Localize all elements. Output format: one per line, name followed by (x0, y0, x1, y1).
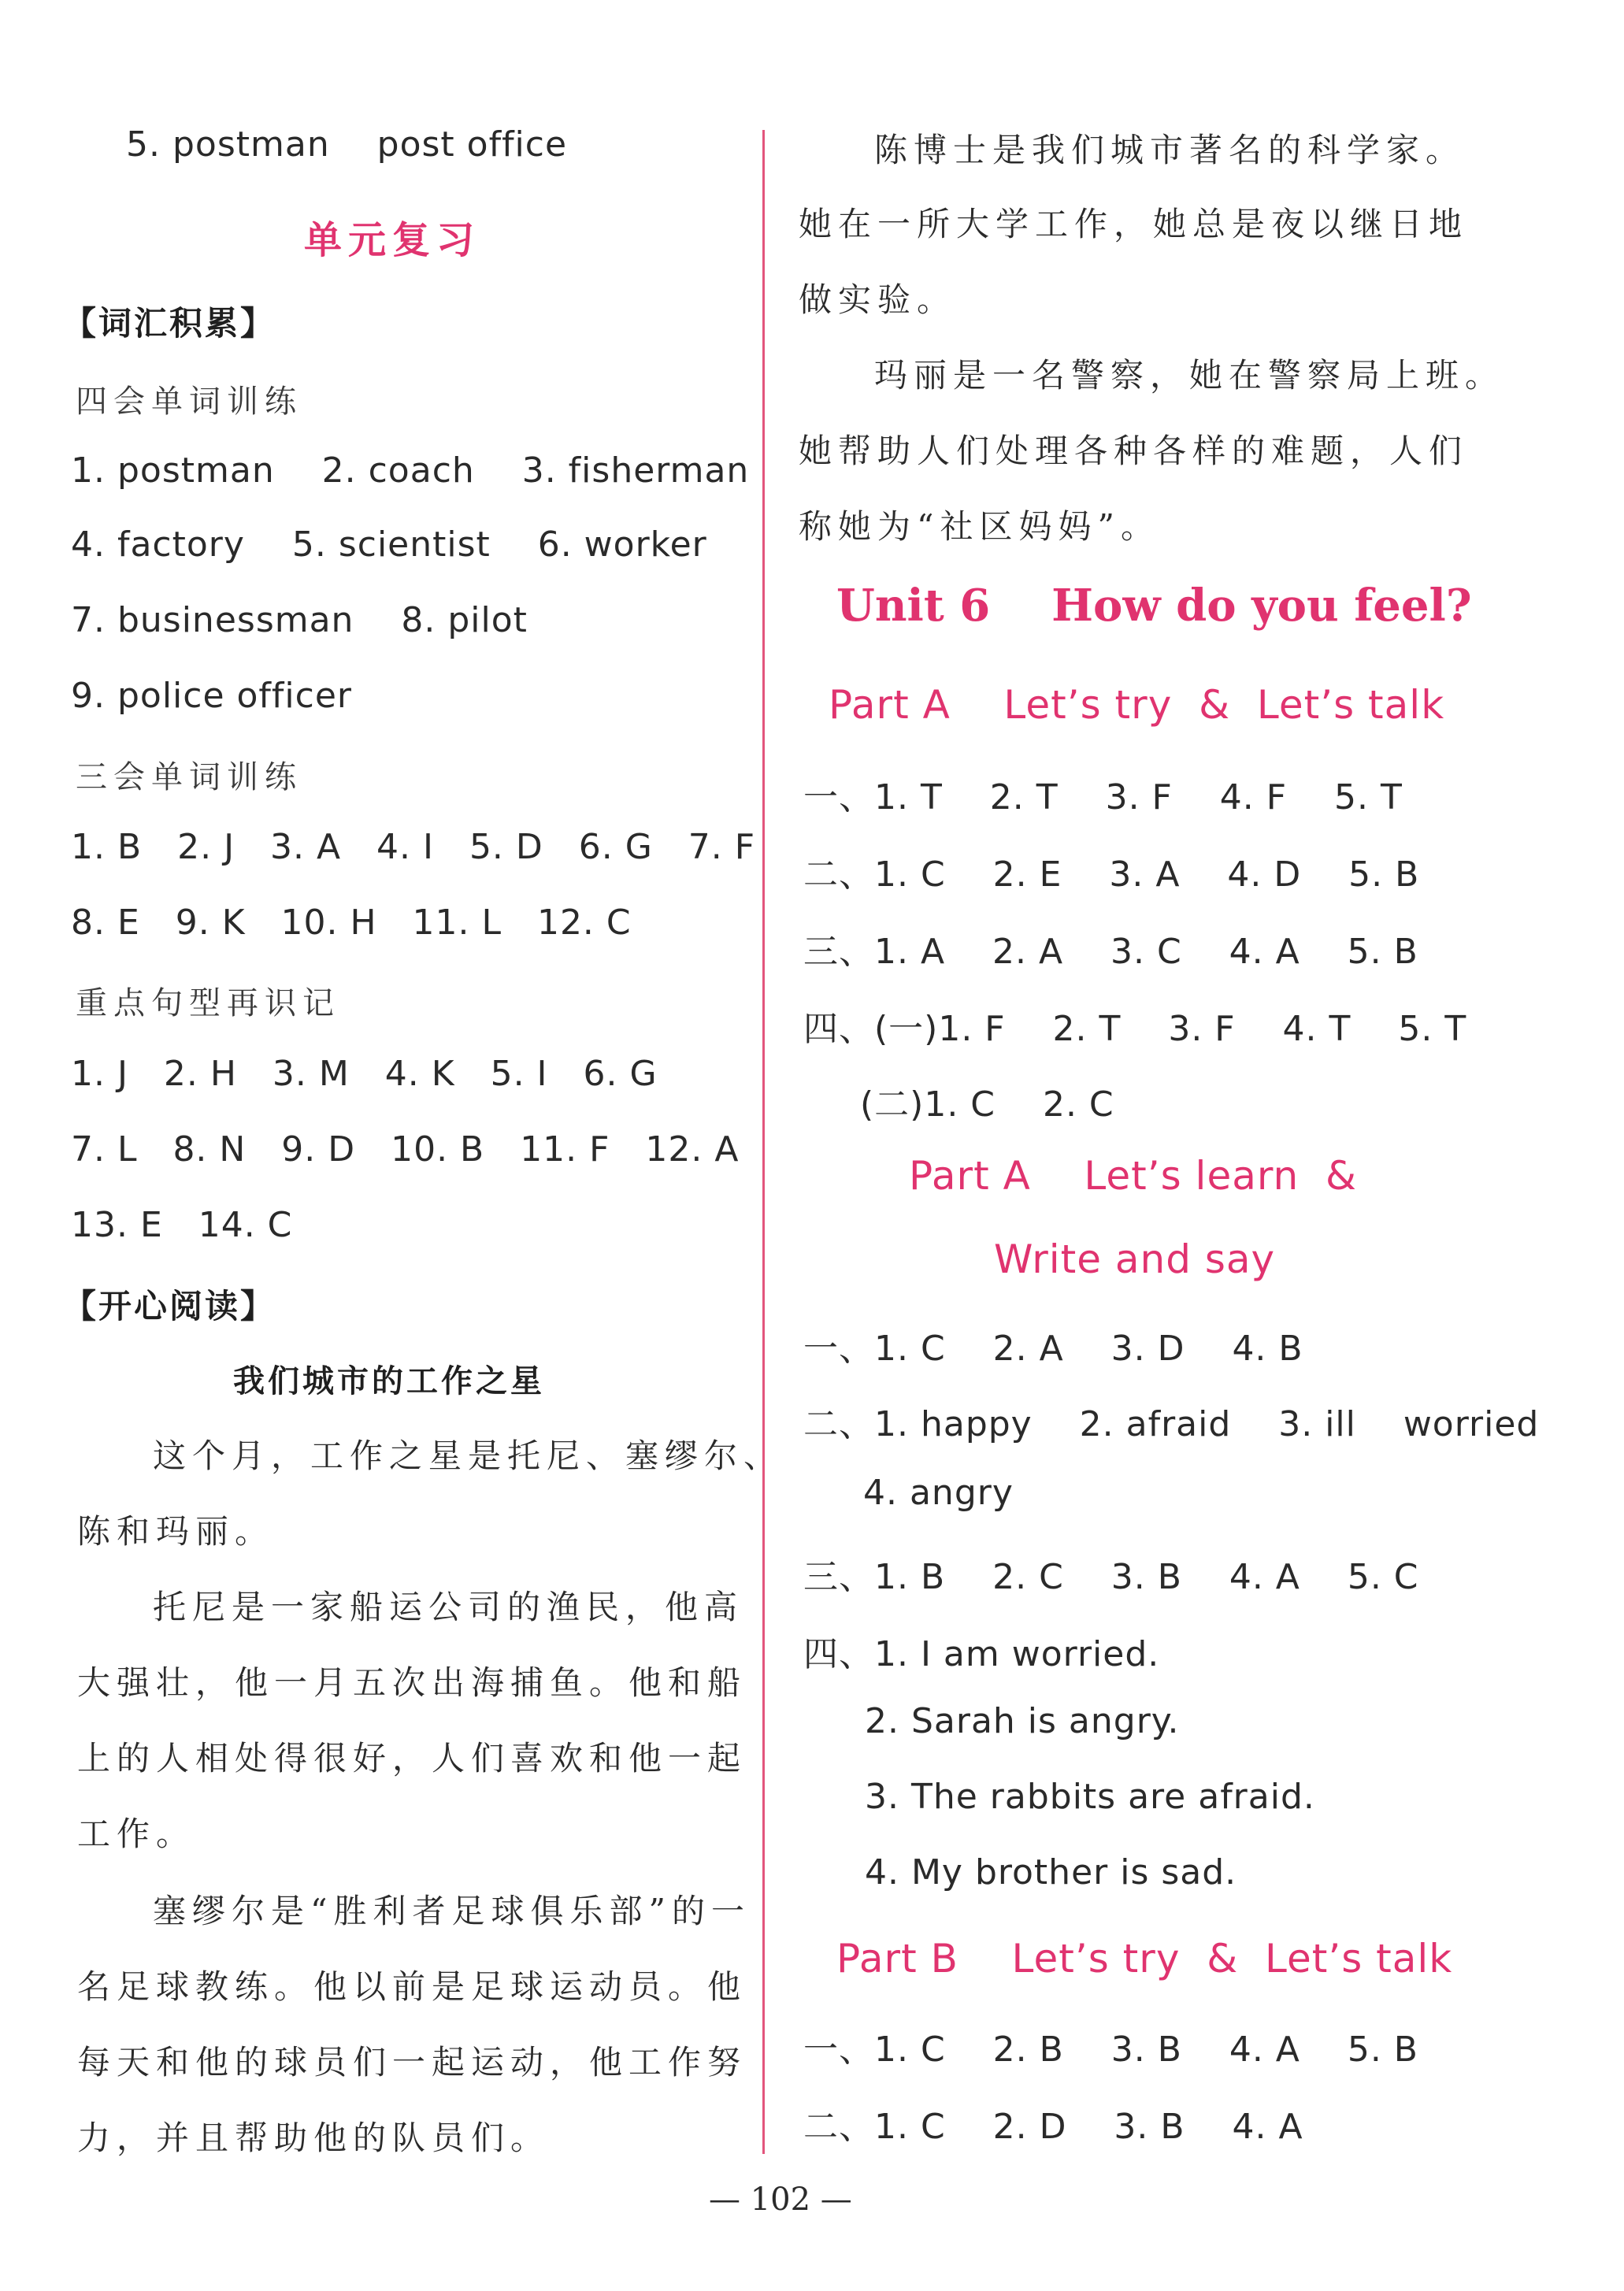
article-line: 陈博士是我们城市著名的科学家。 (874, 131, 1466, 169)
article-line: 陈和玛丽。 (77, 1512, 275, 1551)
article-line: 塞缪尔是“胜利者足球俱乐部”的一 (153, 1892, 751, 1930)
four-skill-line: 4. factory 5. scientist 6. worker (71, 525, 707, 565)
answer-line: (二)1. C 2. C (860, 1084, 1114, 1125)
reading-header: 【开心阅读】 (63, 1287, 276, 1325)
answer-line: 二、1. C 2. D 3. B 4. A (803, 2107, 1303, 2147)
article-line: 力，并且帮助他的队员们。 (77, 2119, 551, 2157)
answer-line: 三、1. B 2. C 3. B 4. A 5. C (803, 1557, 1419, 1597)
article-line: 称她为“社区妈妈”。 (799, 507, 1160, 546)
answer-line: 四、(一)1. F 2. T 3. F 4. T 5. T (803, 1009, 1467, 1049)
article-line: 做实验。 (799, 280, 957, 319)
sentence-line: 1. J 2. H 3. M 4. K 5. I 6. G (71, 1054, 658, 1094)
article-line: 工作。 (77, 1815, 196, 1853)
four-skill-line: 9. police officer (71, 676, 352, 716)
page-number: — 102 — (709, 2182, 852, 2218)
answer-line: 二、1. happy 2. afraid 3. ill worried (803, 1404, 1540, 1444)
vocab-header: 【词汇积累】 (63, 304, 276, 343)
answer-line: 二、1. C 2. E 3. A 4. D 5. B (803, 854, 1420, 895)
four-skill-line: 7. businessman 8. pilot (71, 600, 528, 640)
article-line: 每天和他的球员们一起运动，他工作努 (77, 2043, 747, 2082)
sentence-line: 7. L 8. N 9. D 10. B 11. F 12. A (71, 1129, 740, 1170)
sentence-line: 13. E 14. C (71, 1205, 293, 1245)
answer-line: 一、1. C 2. B 3. B 4. A 5. B (803, 2030, 1418, 2070)
article-line: 托尼是一家船运公司的渔民，他高 (153, 1588, 744, 1626)
answer-line: 四、1. I am worried. (803, 1634, 1160, 1674)
four-skill-line: 1. postman 2. coach 3. fisherman (71, 450, 750, 491)
article-line: 上的人相处得很好，人们喜欢和他一起 (77, 1739, 747, 1778)
answer-line: 4. My brother is sad. (865, 1852, 1237, 1892)
answer-line: 一、1. T 2. T 3. F 4. F 5. T (803, 777, 1403, 817)
article-title: 我们城市的工作之星 (233, 1363, 545, 1399)
sentence-label: 重点句型再识记 (76, 985, 340, 1021)
article-line: 这个月，工作之星是托尼、塞缪尔、 (153, 1437, 784, 1475)
part-a-learn-title: Part A Let’s learn & (909, 1153, 1357, 1199)
article-line: 她在一所大学工作，她总是夜以继日地 (799, 205, 1469, 243)
three-skill-line: 8. E 9. K 10. H 11. L 12. C (71, 903, 632, 943)
three-skill-line: 1. B 2. J 3. A 4. I 5. D 6. G 7. F (71, 827, 756, 867)
article-line: 她帮助人们处理各种各样的难题，人们 (799, 432, 1469, 470)
column-divider (762, 130, 765, 2154)
answer-line: 4. angry (863, 1473, 1014, 1513)
answer-line-postman: 5. postman post office (126, 124, 568, 165)
part-b-try-talk-title: Part B Let’s try & Let’s talk (836, 1936, 1453, 1981)
answer-line: 三、1. A 2. A 3. C 4. A 5. B (803, 932, 1418, 972)
unit-title: Unit 6 How do you feel? (836, 580, 1472, 632)
section-title: 单元复习 (304, 218, 481, 262)
three-skill-label: 三会单词训练 (76, 759, 302, 795)
four-skill-label: 四会单词训练 (76, 384, 302, 420)
article-line: 名足球教练。他以前是足球运动员。他 (77, 1967, 747, 2006)
answer-line: 一、1. C 2. A 3. D 4. B (803, 1329, 1303, 1369)
answer-line: 2. Sarah is angry. (865, 1701, 1180, 1741)
part-a-learn-title-line2: Write and say (994, 1236, 1276, 1282)
article-line: 玛丽是一名警察，她在警察局上班。 (874, 356, 1505, 395)
answer-line: 3. The rabbits are afraid. (865, 1777, 1315, 1817)
part-a-try-talk-title: Part A Let’s try & Let’s talk (829, 682, 1445, 728)
article-line: 大强壮，他一月五次出海捕鱼。他和船 (77, 1663, 747, 1702)
